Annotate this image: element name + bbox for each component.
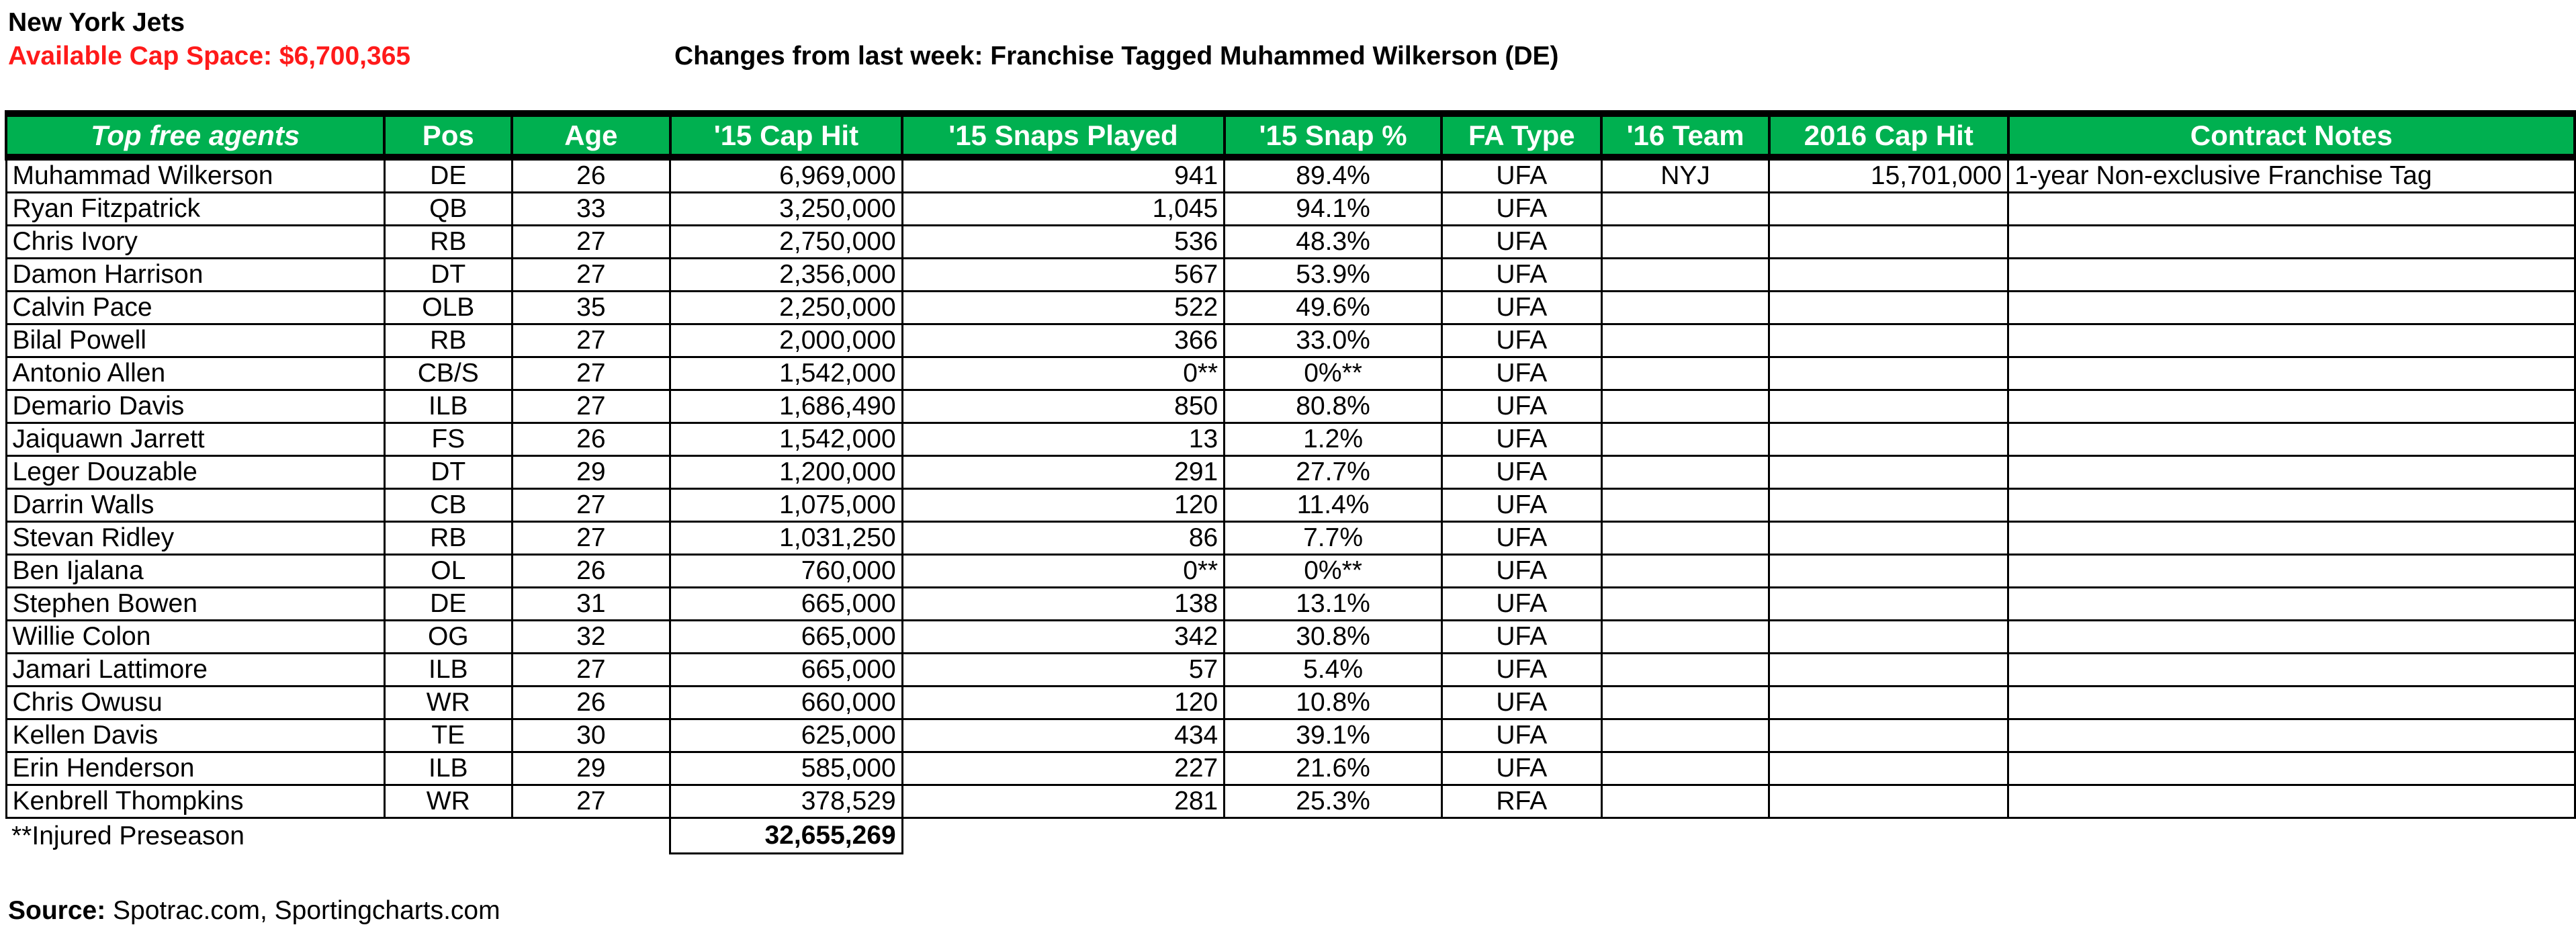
snaps-played-2015-cell: 281 (902, 785, 1225, 818)
fa-type-cell: UFA (1441, 324, 1601, 357)
fa-type-cell: UFA (1441, 752, 1601, 785)
age-cell: 32 (512, 621, 670, 654)
player-name-cell: Stephen Bowen (6, 588, 384, 621)
cap-hit-2015-cell: 3,250,000 (670, 193, 903, 226)
player-name-cell: Darrin Walls (6, 489, 384, 522)
table-row (6, 357, 2575, 390)
snaps-played-2015-cell: 850 (902, 390, 1225, 423)
team-2016-cell (1601, 324, 1769, 357)
cap-hit-2015-cell: 1,031,250 (670, 522, 903, 555)
snaps-played-2015-cell: 0** (902, 555, 1225, 588)
contract-notes-cell (2008, 687, 2575, 719)
contract-notes-cell (2008, 390, 2575, 423)
position-cell: QB (384, 193, 512, 226)
injured-footnote: **Injured Preseason (11, 821, 245, 850)
snaps-played-2015-cell: 13 (902, 423, 1225, 456)
snap-pct-2015-cell: 0%** (1225, 555, 1442, 588)
cap-hit-2015-cell: 625,000 (670, 719, 903, 752)
cap-hit-2015-cell: 2,356,000 (670, 259, 903, 292)
player-name-cell: Kellen Davis (6, 719, 384, 752)
table-row (6, 157, 2575, 193)
cap-hit-2016-cell (1769, 621, 2008, 654)
available-cap-space: Available Cap Space: $6,700,365 (8, 42, 411, 71)
fa-type-cell: UFA (1441, 621, 1601, 654)
column-header-age: Age (512, 114, 670, 157)
age-cell: 27 (512, 324, 670, 357)
snaps-played-2015-cell: 434 (902, 719, 1225, 752)
cap-hit-2016-cell (1769, 522, 2008, 555)
snap-pct-2015-cell: 21.6% (1225, 752, 1442, 785)
snap-pct-2015-cell: 53.9% (1225, 259, 1442, 292)
position-cell: WR (384, 687, 512, 719)
column-header-contract-notes: Contract Notes (2008, 114, 2575, 157)
snaps-played-2015-cell: 366 (902, 324, 1225, 357)
age-cell: 26 (512, 157, 670, 193)
age-cell: 26 (512, 687, 670, 719)
fa-type-cell: UFA (1441, 522, 1601, 555)
fa-type-cell: UFA (1441, 390, 1601, 423)
fa-type-cell: UFA (1441, 259, 1601, 292)
cap-hit-2015-cell: 1,542,000 (670, 357, 903, 390)
cap-hit-2016-cell (1769, 193, 2008, 226)
fa-type-cell: UFA (1441, 157, 1601, 193)
snap-pct-2015-cell: 25.3% (1225, 785, 1442, 818)
contract-notes-cell (2008, 357, 2575, 390)
snaps-played-2015-cell: 1,045 (902, 193, 1225, 226)
position-cell: OL (384, 555, 512, 588)
fa-type-cell: UFA (1441, 193, 1601, 226)
team-2016-cell (1601, 456, 1769, 489)
position-cell: TE (384, 719, 512, 752)
position-cell: DT (384, 456, 512, 489)
contract-notes-cell (2008, 193, 2575, 226)
contract-notes-cell (2008, 489, 2575, 522)
team-2016-cell: NYJ (1601, 157, 1769, 193)
snap-pct-2015-cell: 10.8% (1225, 687, 1442, 719)
column-header-2016-cap-hit: 2016 Cap Hit (1769, 114, 2008, 157)
snap-pct-2015-cell: 33.0% (1225, 324, 1442, 357)
contract-notes-cell (2008, 588, 2575, 621)
contract-notes-cell (2008, 555, 2575, 588)
team-2016-cell (1601, 522, 1769, 555)
fa-type-cell: UFA (1441, 555, 1601, 588)
cap-hit-2016-cell (1769, 226, 2008, 259)
cap-hit-2015-cell: 665,000 (670, 588, 903, 621)
player-name-cell: Jamari Lattimore (6, 654, 384, 687)
weekly-changes-note: Changes from last week: Franchise Tagged Muhammed Wilkerson (DE) (674, 42, 1559, 71)
player-name-cell: Ben Ijalana (6, 555, 384, 588)
snaps-played-2015-cell: 57 (902, 654, 1225, 687)
snap-pct-2015-cell: 39.1% (1225, 719, 1442, 752)
position-cell: FS (384, 423, 512, 456)
cap-hit-2016-cell: 15,701,000 (1769, 157, 2008, 193)
column-header-fa-type: FA Type (1441, 114, 1601, 157)
age-cell: 35 (512, 292, 670, 324)
column-header-15-snap-pct: '15 Snap % (1225, 114, 1442, 157)
age-cell: 27 (512, 226, 670, 259)
cap-hit-2016-cell (1769, 588, 2008, 621)
player-name-cell: Jaiquawn Jarrett (6, 423, 384, 456)
age-cell: 29 (512, 456, 670, 489)
column-header-pos: Pos (384, 114, 512, 157)
cap-hit-2015-cell: 2,250,000 (670, 292, 903, 324)
contract-notes-cell (2008, 654, 2575, 687)
snap-pct-2015-cell: 13.1% (1225, 588, 1442, 621)
player-name-cell: Calvin Pace (6, 292, 384, 324)
contract-notes-cell (2008, 456, 2575, 489)
player-name-cell: Willie Colon (6, 621, 384, 654)
snaps-played-2015-cell: 342 (902, 621, 1225, 654)
player-name-cell: Muhammad Wilkerson (6, 157, 384, 193)
cap-hit-2016-cell (1769, 390, 2008, 423)
position-cell: ILB (384, 390, 512, 423)
fa-type-cell: UFA (1441, 357, 1601, 390)
snaps-played-2015-cell: 138 (902, 588, 1225, 621)
contract-notes-cell: 1-year Non-exclusive Franchise Tag (2008, 157, 2575, 193)
table-row (6, 489, 2575, 522)
contract-notes-cell (2008, 752, 2575, 785)
snap-pct-2015-cell: 94.1% (1225, 193, 1442, 226)
cap-hit-2016-cell (1769, 259, 2008, 292)
player-name-cell: Damon Harrison (6, 259, 384, 292)
position-cell: CB/S (384, 357, 512, 390)
age-cell: 30 (512, 719, 670, 752)
player-name-cell: Antonio Allen (6, 357, 384, 390)
age-cell: 26 (512, 423, 670, 456)
cap-hit-2015-cell: 1,075,000 (670, 489, 903, 522)
position-cell: DE (384, 157, 512, 193)
fa-type-cell: UFA (1441, 489, 1601, 522)
team-2016-cell (1601, 489, 1769, 522)
table-header-row (6, 114, 2575, 157)
team-2016-cell (1601, 357, 1769, 390)
age-cell: 27 (512, 522, 670, 555)
team-2016-cell (1601, 719, 1769, 752)
snap-pct-2015-cell: 7.7% (1225, 522, 1442, 555)
table-row (6, 522, 2575, 555)
fa-type-cell: UFA (1441, 456, 1601, 489)
position-cell: ILB (384, 752, 512, 785)
player-name-cell: Ryan Fitzpatrick (6, 193, 384, 226)
contract-notes-cell (2008, 226, 2575, 259)
source-line (8, 896, 500, 926)
cap-hit-2016-cell (1769, 654, 2008, 687)
fa-type-cell: UFA (1441, 423, 1601, 456)
table-row (6, 226, 2575, 259)
player-name-cell: Bilal Powell (6, 324, 384, 357)
snaps-played-2015-cell: 86 (902, 522, 1225, 555)
team-2016-cell (1601, 588, 1769, 621)
table-body (6, 157, 2575, 818)
table-row (6, 423, 2575, 456)
cap-hit-2015-cell: 2,750,000 (670, 226, 903, 259)
table-row (6, 752, 2575, 785)
cap-hit-2016-cell (1769, 423, 2008, 456)
age-cell: 27 (512, 654, 670, 687)
age-cell: 27 (512, 785, 670, 818)
cap-hit-2015-cell: 665,000 (670, 621, 903, 654)
age-cell: 27 (512, 259, 670, 292)
cap-hit-2016-cell (1769, 357, 2008, 390)
position-cell: DE (384, 588, 512, 621)
contract-notes-cell (2008, 785, 2575, 818)
table-row (6, 654, 2575, 687)
table-row (6, 687, 2575, 719)
cap-hit-2015-cell: 6,969,000 (670, 157, 903, 193)
fa-type-cell: UFA (1441, 292, 1601, 324)
snap-pct-2015-cell: 48.3% (1225, 226, 1442, 259)
player-name-cell: Kenbrell Thompkins (6, 785, 384, 818)
table-row (6, 390, 2575, 423)
age-cell: 26 (512, 555, 670, 588)
contract-notes-cell (2008, 621, 2575, 654)
age-cell: 31 (512, 588, 670, 621)
team-2016-cell (1601, 555, 1769, 588)
footnote-row (6, 818, 2575, 854)
snaps-played-2015-cell: 536 (902, 226, 1225, 259)
snaps-played-2015-cell: 227 (902, 752, 1225, 785)
column-header-15-snaps-played: '15 Snaps Played (902, 114, 1225, 157)
cap-hit-2015-cell: 1,686,490 (670, 390, 903, 423)
position-cell: OLB (384, 292, 512, 324)
contract-notes-cell (2008, 522, 2575, 555)
cap-hit-2015-cell: 2,000,000 (670, 324, 903, 357)
team-2016-cell (1601, 292, 1769, 324)
table-row (6, 193, 2575, 226)
snaps-played-2015-cell: 567 (902, 259, 1225, 292)
cap-hit-2015-cell: 760,000 (670, 555, 903, 588)
snap-pct-2015-cell: 0%** (1225, 357, 1442, 390)
table-row (6, 555, 2575, 588)
source-label: Source: (8, 896, 106, 925)
player-name-cell: Demario Davis (6, 390, 384, 423)
fa-type-cell: UFA (1441, 654, 1601, 687)
team-2016-cell (1601, 752, 1769, 785)
fa-type-cell: UFA (1441, 687, 1601, 719)
player-name-cell: Leger Douzable (6, 456, 384, 489)
cap-hit-2016-cell (1769, 489, 2008, 522)
snaps-played-2015-cell: 291 (902, 456, 1225, 489)
cap-hit-2015-cell: 1,542,000 (670, 423, 903, 456)
position-cell: WR (384, 785, 512, 818)
snaps-played-2015-cell: 120 (902, 687, 1225, 719)
table-row (6, 259, 2575, 292)
player-name-cell: Chris Owusu (6, 687, 384, 719)
fa-type-cell: UFA (1441, 719, 1601, 752)
player-name-cell: Erin Henderson (6, 752, 384, 785)
contract-notes-cell (2008, 423, 2575, 456)
table-row (6, 588, 2575, 621)
table-row (6, 785, 2575, 818)
snaps-played-2015-cell: 522 (902, 292, 1225, 324)
cap-hit-2015-cell: 665,000 (670, 654, 903, 687)
contract-notes-cell (2008, 719, 2575, 752)
table-row (6, 324, 2575, 357)
footnote-spacer (902, 818, 2575, 854)
snap-pct-2015-cell: 1.2% (1225, 423, 1442, 456)
column-header-16-team: '16 Team (1601, 114, 1769, 157)
position-cell: DT (384, 259, 512, 292)
cap-hit-2016-cell (1769, 324, 2008, 357)
contract-notes-cell (2008, 324, 2575, 357)
table-row (6, 621, 2575, 654)
age-cell: 29 (512, 752, 670, 785)
fa-type-cell: UFA (1441, 226, 1601, 259)
column-header-15-cap-hit: '15 Cap Hit (670, 114, 903, 157)
cap-hit-total: 32,655,269 (670, 818, 903, 854)
position-cell: RB (384, 226, 512, 259)
team-2016-cell (1601, 654, 1769, 687)
cap-hit-2016-cell (1769, 752, 2008, 785)
team-2016-cell (1601, 226, 1769, 259)
cap-hit-2016-cell (1769, 719, 2008, 752)
team-2016-cell (1601, 390, 1769, 423)
player-name-cell: Chris Ivory (6, 226, 384, 259)
team-2016-cell (1601, 785, 1769, 818)
table-row (6, 456, 2575, 489)
contract-notes-cell (2008, 292, 2575, 324)
cap-hit-2016-cell (1769, 456, 2008, 489)
team-2016-cell (1601, 687, 1769, 719)
age-cell: 33 (512, 193, 670, 226)
snap-pct-2015-cell: 80.8% (1225, 390, 1442, 423)
cap-hit-2016-cell (1769, 555, 2008, 588)
age-cell: 27 (512, 390, 670, 423)
cap-hit-2015-cell: 378,529 (670, 785, 903, 818)
contract-notes-cell (2008, 259, 2575, 292)
team-title: New York Jets (8, 8, 185, 37)
snap-pct-2015-cell: 11.4% (1225, 489, 1442, 522)
table-row (6, 719, 2575, 752)
column-header-player: Top free agents (6, 114, 384, 157)
position-cell: ILB (384, 654, 512, 687)
player-name-cell: Stevan Ridley (6, 522, 384, 555)
source-text: Spotrac.com, Sportingcharts.com (105, 896, 500, 925)
fa-type-cell: UFA (1441, 588, 1601, 621)
snaps-played-2015-cell: 0** (902, 357, 1225, 390)
age-cell: 27 (512, 489, 670, 522)
snap-pct-2015-cell: 30.8% (1225, 621, 1442, 654)
position-cell: OG (384, 621, 512, 654)
cap-hit-2015-cell: 1,200,000 (670, 456, 903, 489)
fa-type-cell: RFA (1441, 785, 1601, 818)
position-cell: RB (384, 324, 512, 357)
position-cell: RB (384, 522, 512, 555)
table-row (6, 292, 2575, 324)
cap-hit-2016-cell (1769, 687, 2008, 719)
team-2016-cell (1601, 423, 1769, 456)
team-2016-cell (1601, 259, 1769, 292)
snaps-played-2015-cell: 120 (902, 489, 1225, 522)
cap-hit-2015-cell: 585,000 (670, 752, 903, 785)
team-2016-cell (1601, 193, 1769, 226)
snaps-played-2015-cell: 941 (902, 157, 1225, 193)
snap-pct-2015-cell: 5.4% (1225, 654, 1442, 687)
free-agents-table (5, 110, 2576, 854)
cap-hit-2016-cell (1769, 785, 2008, 818)
cap-hit-2016-cell (1769, 292, 2008, 324)
team-2016-cell (1601, 621, 1769, 654)
age-cell: 27 (512, 357, 670, 390)
position-cell: CB (384, 489, 512, 522)
cap-hit-2015-cell: 660,000 (670, 687, 903, 719)
snap-pct-2015-cell: 27.7% (1225, 456, 1442, 489)
snap-pct-2015-cell: 49.6% (1225, 292, 1442, 324)
snap-pct-2015-cell: 89.4% (1225, 157, 1442, 193)
